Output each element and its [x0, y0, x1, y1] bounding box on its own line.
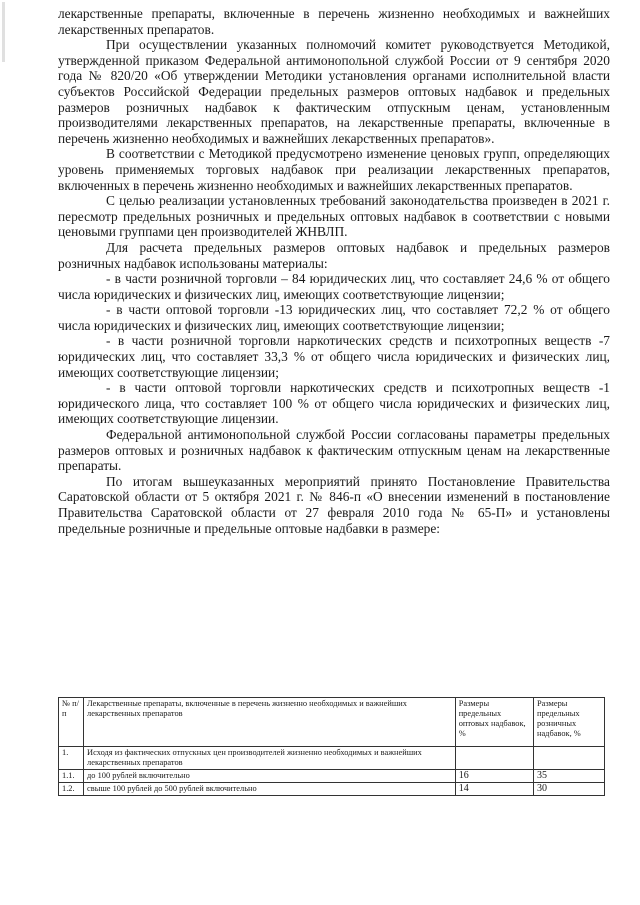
- row-retail-value: 35: [533, 770, 604, 783]
- list-item-narcotic-wholesale: - в части оптовой торговли наркотических средств и психотропных веществ -1 юридического лица, что составляет 100 % от общего числа юридических и физических лиц, имеющих соответствующие лицензии.: [58, 380, 610, 427]
- row-description: до 100 рублей включительно: [84, 770, 456, 783]
- row-wholesale-value: [455, 747, 533, 770]
- table-row: [59, 783, 605, 796]
- paragraph-fas-agreement: Федеральной антимонопольной службой России согласованы параметры предельных размеров оптовых и розничных надбавок к фактическим отпускным ценам на лекарственные препараты.: [58, 427, 610, 474]
- scan-edge-mark: [2, 2, 5, 62]
- row-retail-value: [533, 747, 604, 770]
- body-text: [58, 6, 610, 536]
- list-item-wholesale: - в части оптовой торговли -13 юридических лиц, что составляет 72,2 % от общего числа юридических и физических лиц, имеющих соответствующие лицензии;: [58, 302, 610, 333]
- header-retail-markup: Размеры предельных розничных надбавок, %: [533, 698, 604, 747]
- header-wholesale-markup: Размеры предельных оптовых надбавок, %: [455, 698, 533, 747]
- paragraph-methodology: При осуществлении указанных полномочий комитет руководствуется Методикой, утвержденной приказом Федеральной антимонопольной службой России от 9 сентября 2020 года № 820/20 «Об утверждении Методики установления органами исполнительной власти субъектов Российской Федерации предельных размеров оптовых надбавок и предельных размеров розничных надбавок к фактическим отпускным ценам, установленным производителями лекарственных препаратов, на лекарственные препараты, включенные в перечень жизненно необходимых и важнейших лекарственных препаратов».: [58, 37, 610, 146]
- row-wholesale-value: 16: [455, 770, 533, 783]
- paragraph-price-groups: В соответствии с Методикой предусмотрено изменение ценовых групп, определяющих уровень применяемых торговых надбавок при реализации лекарственных препаратов, включенных в перечень жизненно необходимых и важнейших лекарственных препаратов.: [58, 146, 610, 193]
- row-description: свыше 100 рублей до 500 рублей включительно: [84, 783, 456, 796]
- header-description: Лекарственные препараты, включенные в перечень жизненно необходимых и важнейших лекарственных препаратов: [84, 698, 456, 747]
- paragraph-revision: С целью реализации установленных требований законодательства произведен в 2021 г. пересмотр предельных розничных и предельных оптовых надбавок в соответствии с новыми ценовыми группами цен производителей ЖНВЛП.: [58, 193, 610, 240]
- row-retail-value: 30: [533, 783, 604, 796]
- row-wholesale-value: 14: [455, 783, 533, 796]
- header-number: № п/п: [59, 698, 84, 747]
- table-row: [59, 747, 605, 770]
- list-item-narcotic-retail: - в части розничной торговли наркотических средств и психотропных веществ -7 юридических лиц, что составляет 33,3 % от общего числа юридических и физических лиц, имеющих соответствующие лицензии;: [58, 333, 610, 380]
- row-number: 1.2.: [59, 783, 84, 796]
- row-description: Исходя из фактических отпускных цен производителей жизненно необходимых и важнейших лекарственных препаратов: [84, 747, 456, 770]
- markup-table: [58, 697, 605, 796]
- row-number: 1.1.: [59, 770, 84, 783]
- paragraph-materials: Для расчета предельных размеров оптовых надбавок и предельных размеров розничных надбавок использованы материалы:: [58, 239, 610, 271]
- list-item-retail: - в части розничной торговли – 84 юридических лиц, что составляет 24,6 % от общего числа юридических и физических лиц, имеющих соответствующие лицензии;: [58, 271, 610, 302]
- paragraph-continuation: лекарственные препараты, включенные в перечень жизненно необходимых и важнейших лекарственных препаратов.: [58, 6, 610, 37]
- paragraph-resolution: По итогам вышеуказанных мероприятий принято Постановление Правительства Саратовской области от 5 октября 2021 г. № 846-п «О внесении изменений в постановление Правительства Саратовской области от 27 февраля 2010 года № 65-П» и установлены предельные розничные и предельные оптовые надбавки в размере:: [58, 473, 610, 536]
- table-row: [59, 770, 605, 783]
- table-header-row: [59, 698, 605, 747]
- row-number: 1.: [59, 747, 84, 770]
